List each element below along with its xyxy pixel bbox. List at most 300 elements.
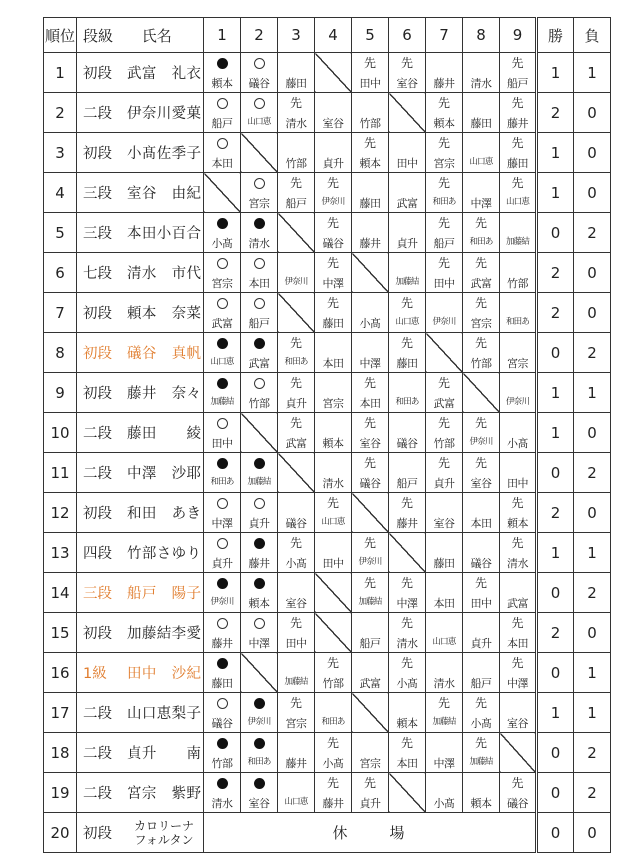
losses-cell: 0 — [574, 413, 611, 453]
result-cell — [463, 333, 500, 373]
sente-mark: 先 — [511, 496, 524, 510]
result-cell — [463, 773, 500, 813]
rank-cell: 1 — [44, 53, 77, 93]
opponent-name: 伊奈川 — [505, 397, 530, 407]
result-cell — [204, 613, 241, 653]
self-match-cell — [315, 573, 352, 613]
white-stone-icon — [254, 58, 265, 69]
player-cell — [77, 133, 204, 173]
sente-mark: 先 — [326, 736, 339, 750]
self-match-cell — [315, 613, 352, 653]
result-cell — [352, 653, 389, 693]
sente-mark: 先 — [474, 456, 487, 470]
result-cell — [315, 733, 352, 773]
sente-mark: 先 — [511, 136, 524, 150]
result-cell — [500, 493, 537, 533]
losses-cell: 1 — [574, 53, 611, 93]
header-round: 1 — [204, 18, 241, 53]
table-row — [44, 773, 611, 813]
result-cell — [315, 293, 352, 333]
result-cell — [315, 773, 352, 813]
header-lose: 負 — [574, 18, 611, 53]
result-cell — [426, 93, 463, 133]
black-stone-icon — [254, 578, 265, 589]
result-cell — [315, 373, 352, 413]
opponent-name: 宮宗 — [359, 757, 381, 770]
wins-cell: 1 — [537, 533, 574, 573]
result-cell — [500, 293, 537, 333]
stone-marker — [204, 217, 240, 230]
result-cell — [463, 613, 500, 653]
table-row-bye — [44, 813, 611, 853]
result-cell — [278, 573, 315, 613]
result-cell — [278, 533, 315, 573]
opponent-name: 藤井 — [433, 77, 455, 90]
header-name: 氏名 — [141, 26, 172, 45]
result-cell — [426, 373, 463, 413]
opponent-name: 加藤結 — [284, 677, 308, 687]
player-name: 藤田 綾 — [127, 426, 201, 442]
result-cell — [389, 493, 426, 533]
opponent-name: 藤井 — [211, 637, 233, 650]
stone-marker — [241, 297, 277, 310]
standings-table — [43, 17, 611, 853]
sente-mark: 先 — [511, 176, 524, 190]
stone-marker — [241, 697, 277, 710]
stone-marker — [204, 537, 240, 550]
result-cell — [352, 93, 389, 133]
rank-cell: 20 — [44, 813, 77, 853]
sente-mark: 先 — [363, 416, 376, 430]
stone-marker — [204, 417, 240, 430]
result-cell — [204, 293, 241, 333]
opponent-name: 礒谷 — [359, 477, 381, 490]
sente-mark: 先 — [289, 696, 302, 710]
result-cell — [278, 93, 315, 133]
opponent-name: 清水 — [322, 477, 344, 490]
white-stone-icon — [217, 98, 228, 109]
opponent-name: 貞升 — [359, 797, 381, 810]
result-cell — [500, 373, 537, 413]
losses-cell: 2 — [574, 213, 611, 253]
sente-mark: 先 — [400, 616, 413, 630]
opponent-name: 小髙 — [322, 757, 344, 770]
sente-mark: 先 — [437, 696, 450, 710]
opponent-name: 貞升 — [248, 517, 270, 530]
self-match-cell — [389, 93, 426, 133]
result-cell — [426, 413, 463, 453]
white-stone-icon — [254, 258, 265, 269]
opponent-name: 山口恵 — [321, 517, 345, 527]
rank-cell: 12 — [44, 493, 77, 533]
stone-marker — [241, 257, 277, 270]
opponent-name: 加藤結 — [469, 757, 493, 767]
opponent-name: 貞升 — [211, 557, 233, 570]
sente-mark: 先 — [289, 376, 302, 390]
opponent-name: 竹部 — [211, 757, 233, 770]
losses-cell: 0 — [574, 493, 611, 533]
result-cell — [352, 733, 389, 773]
table-row — [44, 93, 611, 133]
stone-marker — [241, 337, 277, 350]
player-name-line1: カロリーナ — [133, 818, 194, 833]
player-name: 伊奈川愛菓 — [127, 106, 201, 122]
opponent-name: 田中 — [322, 557, 344, 570]
player-name-line2: フォルタン — [134, 832, 194, 847]
opponent-name: 清水 — [433, 677, 455, 690]
opponent-name: 中澤 — [359, 357, 381, 370]
result-cell — [278, 173, 315, 213]
player-cell — [77, 213, 204, 253]
opponent-name: 小髙 — [433, 797, 455, 810]
result-cell — [204, 133, 241, 173]
table-row — [44, 293, 611, 333]
wins-cell: 2 — [537, 253, 574, 293]
rank-cell: 14 — [44, 573, 77, 613]
sente-mark: 先 — [326, 656, 339, 670]
result-cell — [315, 533, 352, 573]
table-row — [44, 533, 611, 573]
result-cell — [500, 413, 537, 453]
white-stone-icon — [254, 498, 265, 509]
opponent-name: 竹部 — [507, 277, 528, 290]
player-grade: 二段 — [83, 746, 112, 762]
result-cell — [278, 373, 315, 413]
result-cell — [241, 573, 278, 613]
sente-mark: 先 — [474, 416, 487, 430]
header-win: 勝 — [537, 18, 574, 53]
self-match-cell — [204, 173, 241, 213]
opponent-name: 山口恵 — [395, 317, 419, 327]
result-cell — [278, 253, 315, 293]
rank-cell: 11 — [44, 453, 77, 493]
sente-mark: 先 — [511, 616, 524, 630]
rank-cell: 7 — [44, 293, 77, 333]
wins-cell: 0 — [537, 773, 574, 813]
opponent-name: 田中 — [285, 637, 307, 650]
rank-cell: 8 — [44, 333, 77, 373]
self-match-cell — [352, 493, 389, 533]
result-cell — [426, 733, 463, 773]
header-round: 4 — [315, 18, 352, 53]
opponent-name: 船戸 — [470, 677, 492, 690]
result-cell — [315, 413, 352, 453]
losses-cell: 2 — [574, 453, 611, 493]
player-cell — [77, 253, 204, 293]
result-cell — [352, 213, 389, 253]
opponent-name: 室谷 — [396, 77, 418, 90]
result-cell — [352, 133, 389, 173]
white-stone-icon — [217, 138, 228, 149]
header-round: 5 — [352, 18, 389, 53]
result-cell — [426, 133, 463, 173]
opponent-name: 室谷 — [285, 597, 307, 610]
opponent-name: 藤田 — [507, 157, 528, 170]
player-grade: 七段 — [83, 266, 112, 282]
sente-mark: 先 — [437, 416, 450, 430]
result-cell — [426, 53, 463, 93]
player-cell — [77, 373, 204, 413]
opponent-name: 小髙 — [396, 677, 418, 690]
player-grade: 四段 — [83, 546, 112, 562]
rank-cell: 16 — [44, 653, 77, 693]
white-stone-icon — [217, 618, 228, 629]
sente-mark: 先 — [289, 536, 302, 550]
result-cell — [204, 53, 241, 93]
rank-cell: 2 — [44, 93, 77, 133]
result-cell — [500, 773, 537, 813]
opponent-name: 武富 — [470, 277, 492, 290]
sente-mark: 先 — [474, 336, 487, 350]
sente-mark: 先 — [437, 176, 450, 190]
result-cell — [463, 573, 500, 613]
wins-cell: 1 — [537, 133, 574, 173]
result-cell — [426, 173, 463, 213]
result-cell — [241, 173, 278, 213]
opponent-name: 礒谷 — [507, 797, 528, 810]
opponent-name: 室谷 — [507, 717, 528, 730]
player-cell — [77, 173, 204, 213]
sente-mark: 先 — [474, 576, 487, 590]
opponent-name: 小髙 — [211, 237, 233, 250]
stone-marker — [241, 457, 277, 470]
sente-mark: 先 — [363, 456, 376, 470]
wins-cell: 1 — [537, 173, 574, 213]
losses-cell: 0 — [574, 613, 611, 653]
opponent-name: 山口恵 — [432, 637, 456, 647]
opponent-name: 竹部 — [248, 397, 270, 410]
result-cell — [389, 173, 426, 213]
opponent-name: 和田あ — [284, 357, 308, 367]
opponent-name: 清水 — [507, 557, 528, 570]
result-cell — [500, 213, 537, 253]
result-cell — [426, 773, 463, 813]
player-grade: 二段 — [83, 786, 112, 802]
opponent-name: 礒谷 — [211, 717, 233, 730]
player-cell — [77, 733, 204, 773]
sente-mark: 先 — [437, 96, 450, 110]
black-stone-icon — [217, 778, 228, 789]
player-name: 山口恵梨子 — [127, 706, 201, 722]
player-name: 礒谷 真帆 — [127, 346, 201, 362]
opponent-name: 和田あ — [505, 317, 530, 327]
result-cell — [352, 333, 389, 373]
rank-cell: 19 — [44, 773, 77, 813]
table-row — [44, 53, 611, 93]
opponent-name: 竹部 — [359, 117, 381, 130]
rank-cell: 15 — [44, 613, 77, 653]
sente-mark: 先 — [326, 776, 339, 790]
result-cell — [278, 693, 315, 733]
result-cell — [204, 413, 241, 453]
result-cell — [241, 453, 278, 493]
opponent-name: 本田 — [396, 757, 418, 770]
opponent-name: 武富 — [211, 317, 233, 330]
result-cell — [426, 293, 463, 333]
result-cell — [278, 493, 315, 533]
result-cell — [500, 173, 537, 213]
opponent-name: 本田 — [470, 517, 492, 530]
table-row — [44, 173, 611, 213]
opponent-name: 中澤 — [507, 677, 528, 690]
player-grade: 初段 — [83, 386, 112, 402]
result-cell — [352, 573, 389, 613]
result-cell — [204, 773, 241, 813]
opponent-name: 藤田 — [433, 557, 455, 570]
opponent-name: 加藤結 — [395, 277, 419, 287]
opponent-name: 和田あ — [210, 477, 234, 487]
opponent-name: 宮宗 — [322, 397, 344, 410]
opponent-name: 本田 — [248, 277, 270, 290]
opponent-name: 田中 — [433, 277, 455, 290]
opponent-name: 清水 — [285, 117, 307, 130]
player-cell — [77, 533, 204, 573]
result-cell — [352, 413, 389, 453]
sente-mark: 先 — [363, 576, 376, 590]
opponent-name: 和田あ — [321, 717, 345, 727]
opponent-name: 本田 — [507, 637, 528, 650]
result-cell — [426, 493, 463, 533]
self-match-cell — [426, 333, 463, 373]
result-cell — [241, 773, 278, 813]
opponent-name: 室谷 — [470, 477, 492, 490]
header-round: 3 — [278, 18, 315, 53]
self-match-cell — [389, 533, 426, 573]
opponent-name: 室谷 — [359, 437, 381, 450]
result-cell — [389, 653, 426, 693]
sente-mark: 先 — [474, 216, 487, 230]
opponent-name: 礒谷 — [285, 517, 307, 530]
stone-marker — [204, 257, 240, 270]
opponent-name: 武富 — [396, 197, 418, 210]
opponent-name: 室谷 — [248, 797, 270, 810]
result-cell — [204, 733, 241, 773]
player-grade: 初段 — [83, 506, 112, 522]
player-name: 宮宗 紫野 — [127, 786, 201, 802]
wins-cell: 2 — [537, 613, 574, 653]
result-cell — [204, 333, 241, 373]
opponent-name: 中澤 — [211, 517, 233, 530]
opponent-name: 山口恵 — [469, 157, 493, 167]
sente-mark: 先 — [289, 96, 302, 110]
sente-mark: 先 — [437, 456, 450, 470]
opponent-name: 藤田 — [396, 357, 418, 370]
opponent-name: 清水 — [248, 237, 270, 250]
losses-cell: 1 — [574, 693, 611, 733]
opponent-name: 藤井 — [248, 557, 270, 570]
result-cell — [463, 453, 500, 493]
player-grade: 二段 — [83, 706, 112, 722]
sente-mark: 先 — [400, 56, 413, 70]
opponent-name: 貞升 — [470, 637, 492, 650]
stone-marker — [241, 97, 277, 110]
stone-marker — [204, 697, 240, 710]
opponent-name: 中澤 — [396, 597, 418, 610]
player-name: 小髙佐季子 — [127, 146, 201, 162]
result-cell — [463, 733, 500, 773]
result-cell — [241, 333, 278, 373]
player-grade: 初段 — [83, 346, 112, 362]
result-cell — [204, 253, 241, 293]
result-cell — [352, 53, 389, 93]
result-cell — [278, 413, 315, 453]
result-cell — [241, 93, 278, 133]
opponent-name: 室谷 — [322, 117, 344, 130]
result-cell — [278, 773, 315, 813]
result-cell — [315, 693, 352, 733]
result-cell — [278, 53, 315, 93]
sente-mark: 先 — [511, 656, 524, 670]
player-name: 清水 市代 — [127, 266, 201, 282]
losses-cell: 0 — [574, 133, 611, 173]
player-name: 和田 あき — [127, 506, 201, 522]
opponent-name: 本田 — [211, 157, 233, 170]
player-name: 室谷 由紀 — [127, 186, 201, 202]
opponent-name: 藤井 — [359, 237, 381, 250]
stone-marker — [204, 57, 240, 70]
result-cell — [389, 213, 426, 253]
sente-mark: 先 — [437, 376, 450, 390]
losses-cell: 0 — [574, 293, 611, 333]
table-row — [44, 693, 611, 733]
result-cell — [426, 213, 463, 253]
losses-cell: 2 — [574, 733, 611, 773]
result-cell — [315, 213, 352, 253]
result-cell — [204, 573, 241, 613]
opponent-name: 田中 — [396, 157, 418, 170]
opponent-name: 竹部 — [285, 157, 307, 170]
opponent-name: 竹部 — [433, 437, 455, 450]
white-stone-icon — [217, 498, 228, 509]
opponent-name: 和田あ — [247, 757, 271, 767]
player-grade: 三段 — [83, 186, 112, 202]
header-round: 7 — [426, 18, 463, 53]
opponent-name: 船戸 — [285, 197, 307, 210]
player-cell — [77, 293, 204, 333]
player-name: 竹部さゆり — [127, 546, 201, 562]
stone-marker — [241, 617, 277, 630]
result-cell — [241, 613, 278, 653]
result-cell — [500, 93, 537, 133]
losses-cell: 1 — [574, 653, 611, 693]
sente-mark: 先 — [474, 296, 487, 310]
opponent-name: 武富 — [359, 677, 381, 690]
opponent-name: 船戸 — [396, 477, 418, 490]
sente-mark: 先 — [326, 216, 339, 230]
table-row — [44, 653, 611, 693]
self-match-cell — [241, 653, 278, 693]
result-cell — [352, 773, 389, 813]
table-row — [44, 453, 611, 493]
stone-marker — [241, 497, 277, 510]
black-stone-icon — [254, 738, 265, 749]
result-cell — [352, 373, 389, 413]
table-row — [44, 213, 611, 253]
player-name: 船戸 陽子 — [127, 586, 201, 602]
losses-cell: 1 — [574, 533, 611, 573]
opponent-name: 頼本 — [211, 77, 233, 90]
black-stone-icon — [217, 218, 228, 229]
sente-mark: 先 — [400, 336, 413, 350]
black-stone-icon — [217, 338, 228, 349]
wins-cell: 1 — [537, 53, 574, 93]
black-stone-icon — [254, 698, 265, 709]
opponent-name: 加藤結 — [358, 597, 382, 607]
table-row — [44, 253, 611, 293]
self-match-cell — [389, 773, 426, 813]
white-stone-icon — [254, 618, 265, 629]
sente-mark: 先 — [511, 96, 524, 110]
